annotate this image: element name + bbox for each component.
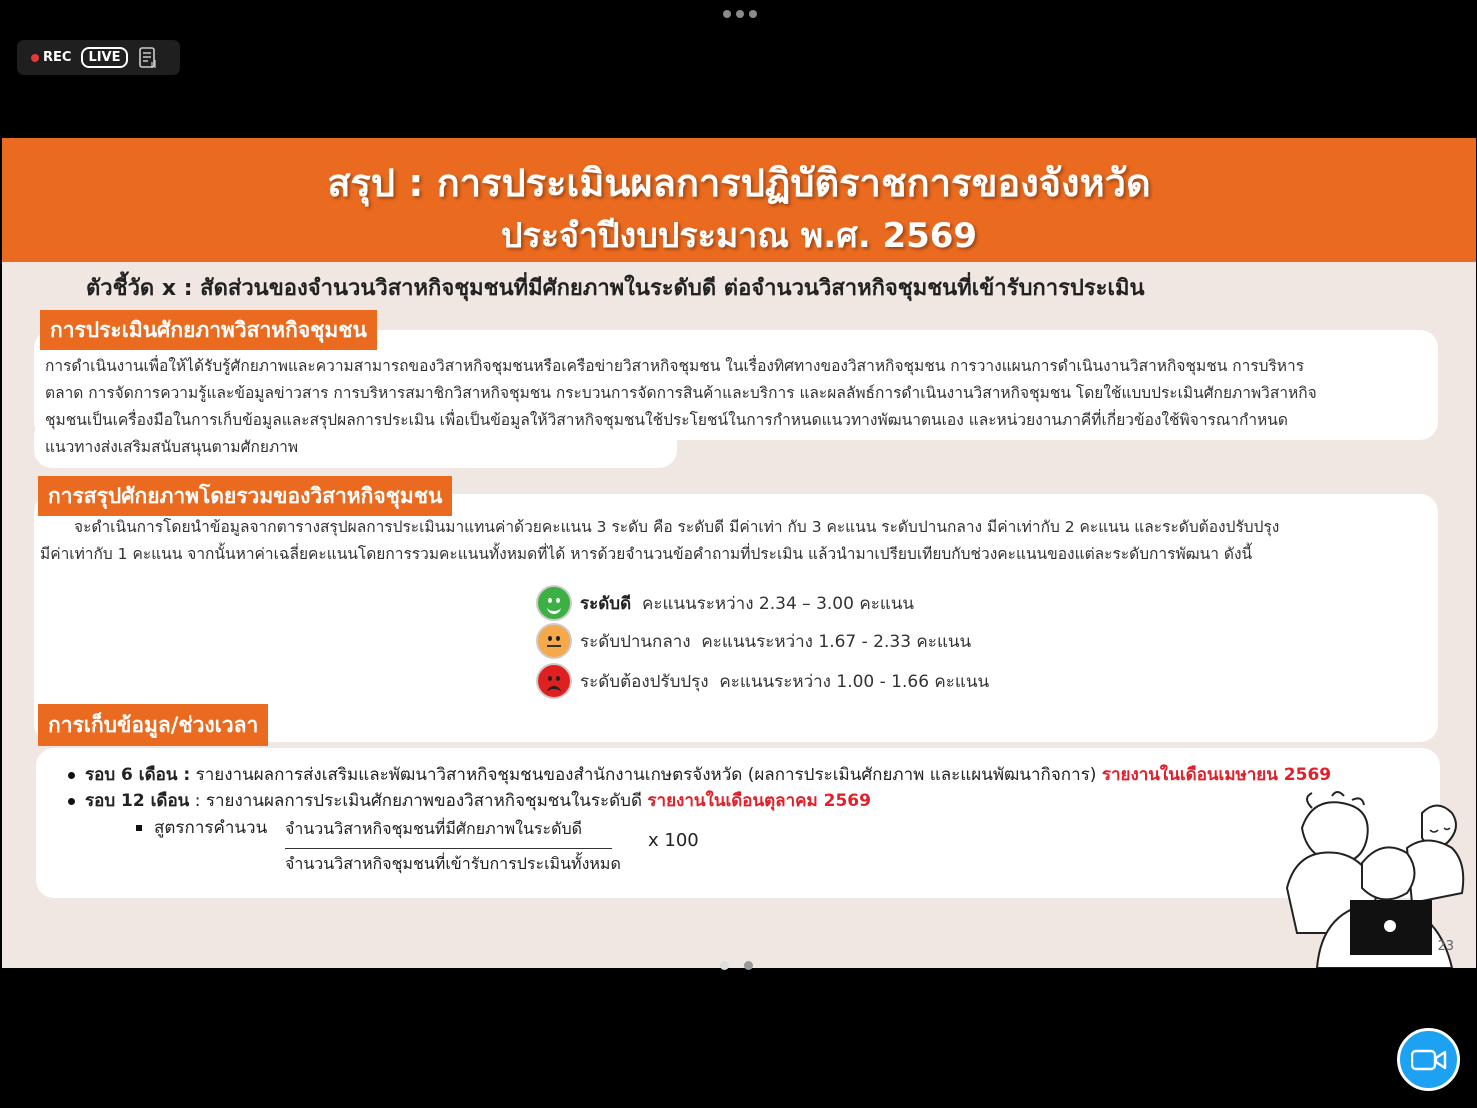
level-improve bbox=[536, 663, 989, 699]
slide-header bbox=[2, 138, 1476, 262]
round12-deadline: รายงานในเดือนตุลาคม 2569 bbox=[647, 791, 871, 811]
section3-title: การเก็บข้อมูล/ช่วงเวลา bbox=[38, 704, 268, 746]
live-badge[interactable]: LIVE bbox=[81, 47, 127, 68]
level-name: ระดับต้องปรับปรุง bbox=[580, 671, 709, 692]
section1-line: การดำเนินงานเพื่อให้ได้รับรู้ศักยภาพและความสามารถของวิสาหกิจชุมชนหรือเครือข่ายวิสาหกิจชุมชน ในเรื่องทิศทางของวิสาหกิจชุมชน การวางแผนการดำเนินงานวิสาหกิจชุมชน การบริหาร bbox=[45, 357, 1305, 375]
level-name: ระดับปานกลาง bbox=[580, 631, 691, 652]
more-options-dots[interactable] bbox=[723, 10, 757, 18]
formula-denominator: จำนวนวิสาหกิจชุมชนที่เข้ารับการประเมินทั้งหมด bbox=[285, 854, 621, 873]
slide-title: สรุป : การประเมินผลการปฏิบัติราชการของจังหวัด bbox=[327, 161, 1151, 205]
round12-label: รอบ 12 เดือน bbox=[85, 791, 190, 811]
presentation-slide bbox=[2, 138, 1476, 968]
round6-label: รอบ 6 เดือน : bbox=[85, 765, 191, 785]
fraction-line bbox=[285, 848, 612, 849]
sad-face-icon bbox=[536, 663, 572, 699]
happy-face-icon bbox=[536, 585, 572, 621]
section2-line: มีค่าเท่ากับ 1 คะแนน จากนั้นหาค่าเฉลี่ยคะแนนโดยการรวมคะแนนทั้งหมดที่ได้ หารด้วยจำนวนข้อคำถามที่ประเมิน แล้วนำมาเปรียบเทียบกับช่วงคะแนนของแต่ละระดับการพัฒนา ดังนี้ bbox=[40, 545, 1253, 563]
page-number: 23 bbox=[1437, 939, 1454, 954]
round12-bullet bbox=[68, 787, 871, 814]
level-name: ระดับดี bbox=[580, 593, 632, 614]
section2-title: การสรุปศักยภาพโดยรวมของวิสาหกิจชุมชน bbox=[38, 476, 452, 516]
slide-pager bbox=[720, 961, 753, 970]
neutral-face-icon bbox=[536, 623, 572, 659]
round12-text: : รายงานผลการประเมินศักยภาพของวิสาหกิจชุมชนในระดับดี bbox=[189, 791, 648, 811]
section2-line: จะดำเนินการโดยนำข้อมูลจากตารางสรุปผลการประเมินมาแทนค่าด้วยคะแนน 3 ระดับ คือ ระดับดี มีค่าเท่า กับ 3 คะแนน ระดับปานกลาง มีค่าเท่ากับ 2 คะแนน และระดับต้องปรับปรุง bbox=[74, 518, 1280, 536]
record-dot-icon bbox=[31, 54, 39, 62]
recording-toolbar bbox=[17, 40, 180, 75]
camera-button[interactable] bbox=[1397, 1028, 1460, 1091]
rec-indicator: REC bbox=[31, 50, 71, 65]
section2-text bbox=[40, 514, 1440, 568]
level-range: คะแนนระหว่าง 1.67 - 2.33 คะแนน bbox=[701, 631, 972, 652]
section1-line: ตลาด การจัดการความรู้และข้อมูลข่าวสาร การบริหารสมาชิกวิสาหกิจชุมชน กระบวนการจัดการสินค้าและบริการ และผลลัพธ์การดำเนินงานวิสาหกิจชุมชน โดยใช้แบบประเมินศักยภาพวิสาหกิจ bbox=[45, 384, 1317, 402]
round6-deadline: รายงานในเดือนเมษายน 2569 bbox=[1101, 765, 1332, 785]
section1-line: ชุมชนเป็นเครื่องมือในการเก็บข้อมูลและสรุปผลการประเมิน เพื่อเป็นข้อมูลให้วิสาหกิจชุมชนใช้ประโยชน์ในการกำหนดแนวทางพัฒนาตนเอง และหน่วยงานภาคีที่เกี่ยวข้องใช้พิจารณากำหนด bbox=[45, 411, 1288, 429]
formula-multiplier: x 100 bbox=[648, 830, 699, 851]
round6-bullet bbox=[68, 761, 1331, 788]
slide-subtitle: ประจำปีงบประมาณ พ.ศ. 2569 bbox=[500, 216, 978, 256]
level-range: คะแนนระหว่าง 2.34 – 3.00 คะแนน bbox=[641, 593, 915, 614]
level-medium bbox=[536, 623, 971, 659]
indicator-heading: ตัวชี้วัด x : สัดส่วนของจำนวนวิสาหกิจชุมชนที่มีศักยภาพในระดับดี ต่อจำนวนวิสาหกิจชุมชนที่เข้ารับการประเมิน bbox=[86, 276, 1145, 301]
notes-icon[interactable] bbox=[138, 47, 158, 69]
level-good bbox=[536, 585, 914, 621]
round6-text: รายงานผลการส่งเสริมและพัฒนาวิสาหกิจชุมชนของสำนักงานเกษตรจังหวัด (ผลการประเมินศักยภาพ และแผนพัฒนากิจการ) bbox=[190, 765, 1102, 785]
video-camera-icon bbox=[1411, 1048, 1447, 1072]
pager-dot[interactable] bbox=[720, 961, 729, 970]
level-range: คะแนนระหว่าง 1.00 - 1.66 คะแนน bbox=[719, 671, 990, 692]
formula-label: สูตรการคำนวน bbox=[136, 814, 267, 841]
pager-dot[interactable] bbox=[744, 961, 753, 970]
section1-line: แนวทางส่งเสริมสนับสนุนตามศักยภาพ bbox=[45, 438, 299, 456]
section1-text bbox=[45, 353, 1445, 461]
formula-numerator: จำนวนวิสาหกิจชุมชนที่มีศักยภาพในระดับดี bbox=[285, 819, 583, 838]
section1-title: การประเมินศักยภาพวิสาหกิจชุมชน bbox=[40, 310, 377, 350]
